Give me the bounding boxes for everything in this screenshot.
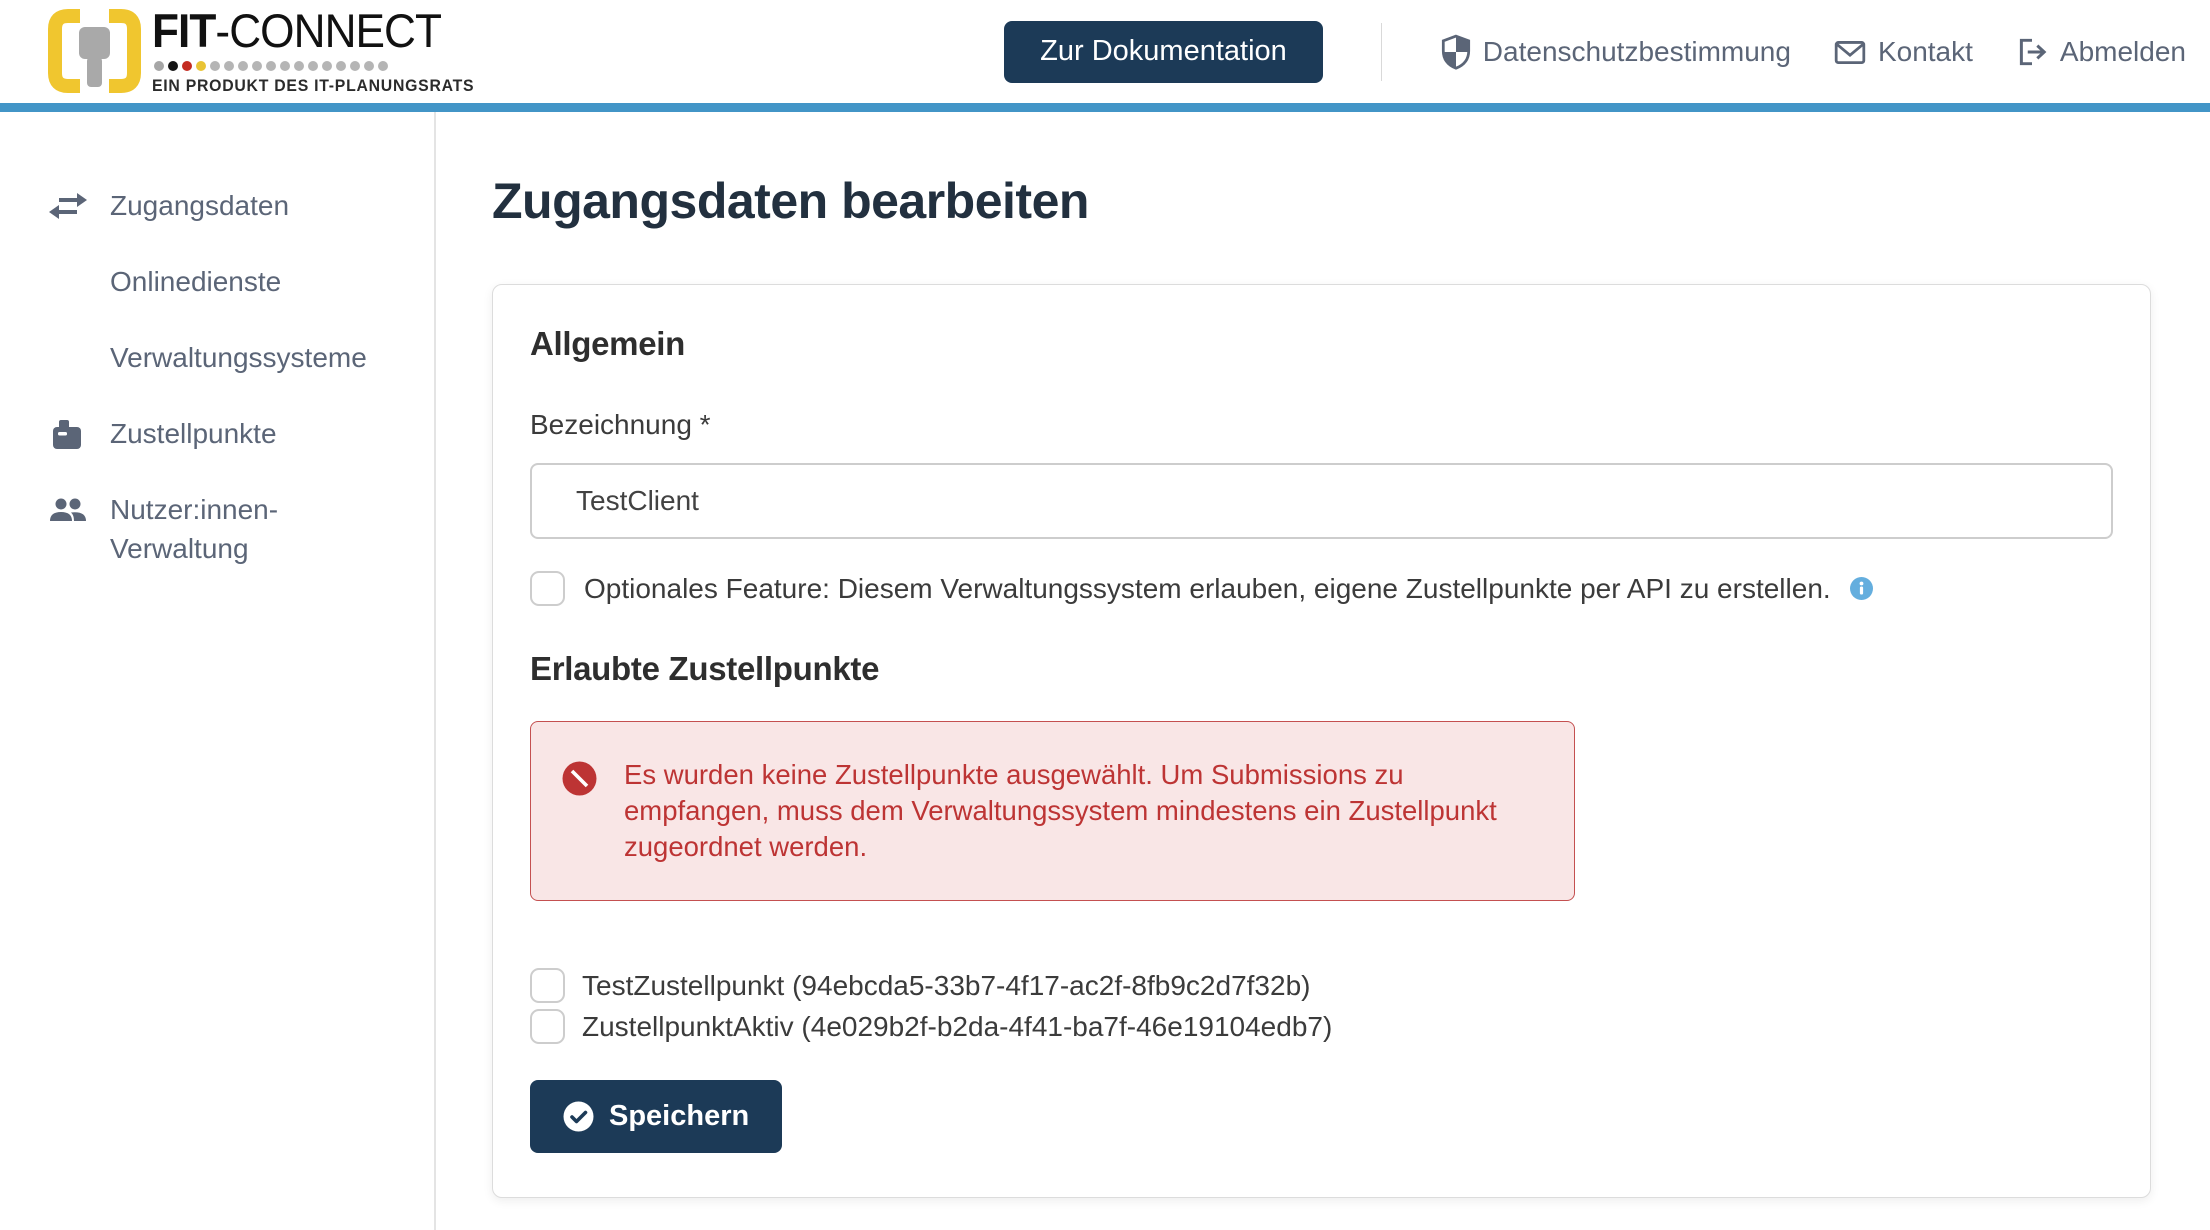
sidebar-item-onlinedienste[interactable] xyxy=(0,262,434,301)
sidebar-item-label: Verwaltungssysteme xyxy=(110,342,367,373)
optional-feature-row xyxy=(530,571,2113,606)
save-button[interactable] xyxy=(530,1080,782,1153)
nav-label: Kontakt xyxy=(1877,35,1973,67)
nav-label: Abmelden xyxy=(2059,35,2186,67)
sidebar-item-nutzerverwaltung[interactable] xyxy=(0,490,434,568)
app-header xyxy=(0,0,2210,103)
zustellpunkt-checkbox[interactable] xyxy=(530,1009,565,1044)
info-icon[interactable] xyxy=(1849,576,1874,601)
zustellpunkt-checkbox[interactable] xyxy=(530,968,565,1003)
nav-label: Datenschutzbestimmung xyxy=(1482,35,1791,67)
bezeichnung-label: Bezeichnung * xyxy=(530,409,711,440)
section-title-erlaubte-zustellpunkte: Erlaubte Zustellpunkte xyxy=(530,650,880,687)
nav-abmelden[interactable] xyxy=(2015,36,2186,68)
zustellpunkt-row xyxy=(530,965,2113,1006)
logout-icon xyxy=(2015,36,2049,68)
page-title: Zugangsdaten bearbeiten xyxy=(492,173,1089,229)
error-alert-text: Es wurden keine Zustellpunkte ausgewählt. Um Submissions zu empfangen, muss dem Verwaltungssystem mindestens ein Zustellpunkt zugeordnet werden. xyxy=(624,759,1497,862)
group-icon xyxy=(47,490,91,529)
nav-kontakt[interactable] xyxy=(1833,36,1973,68)
sidebar-item-label: Onlinedienste xyxy=(110,266,282,297)
error-alert xyxy=(530,721,1575,901)
zustellpunkt-row xyxy=(530,1006,2113,1047)
shield-icon xyxy=(1440,34,1472,70)
brand-tagline: EIN PRODUKT DES IT-PLANUNGSRATS xyxy=(152,76,475,95)
main-content xyxy=(436,112,2210,1230)
mail-icon xyxy=(1833,37,1867,67)
fit-connect-logo-icon xyxy=(47,7,142,97)
brand-name: FIT-CONNECT xyxy=(152,4,442,57)
documentation-button[interactable]: Zur Dokumentation xyxy=(1004,21,1323,83)
mailbox-icon xyxy=(47,414,91,453)
zustellpunkt-label: TestZustellpunkt (94ebcda5-33b7-4f17-ac2f-8fb9c2d7f32b) xyxy=(582,969,1311,1001)
sidebar-item-zugangsdaten[interactable] xyxy=(0,186,434,225)
nav-datenschutz[interactable] xyxy=(1440,34,1791,70)
save-button-label: Speichern xyxy=(609,1100,750,1132)
optional-feature-label: Optionales Feature: Diesem Verwaltungssystem erlauben, eigene Zustellpunkte per API zu erstellen. xyxy=(584,572,1831,604)
brand-dots xyxy=(154,61,499,71)
bezeichnung-input[interactable] xyxy=(530,463,2113,539)
form-card xyxy=(492,284,2151,1198)
header-accent-bar xyxy=(0,103,2210,112)
blocked-icon xyxy=(561,760,598,797)
check-circle-icon xyxy=(563,1101,594,1132)
sidebar-item-zustellpunkte[interactable] xyxy=(0,414,434,453)
optional-feature-checkbox[interactable] xyxy=(530,571,565,606)
header-divider xyxy=(1381,23,1382,81)
sidebar-item-label: Zustellpunkte xyxy=(110,418,277,449)
top-nav xyxy=(1440,34,2186,70)
sidebar-item-verwaltungssysteme[interactable] xyxy=(0,338,434,377)
sidebar-item-label: Zugangsdaten xyxy=(110,190,290,221)
brand-logo[interactable] xyxy=(47,4,499,97)
section-title-allgemein: Allgemein xyxy=(530,325,686,362)
swap-arrows-icon xyxy=(47,186,91,225)
sidebar xyxy=(0,112,436,1230)
sidebar-item-label: Nutzer:innen-Verwaltung xyxy=(110,494,279,564)
zustellpunkt-label: ZustellpunktAktiv (4e029b2f-b2da-4f41-ba7f-46e19104edb7) xyxy=(582,1010,1333,1042)
zustellpunkte-list xyxy=(530,965,2113,1047)
